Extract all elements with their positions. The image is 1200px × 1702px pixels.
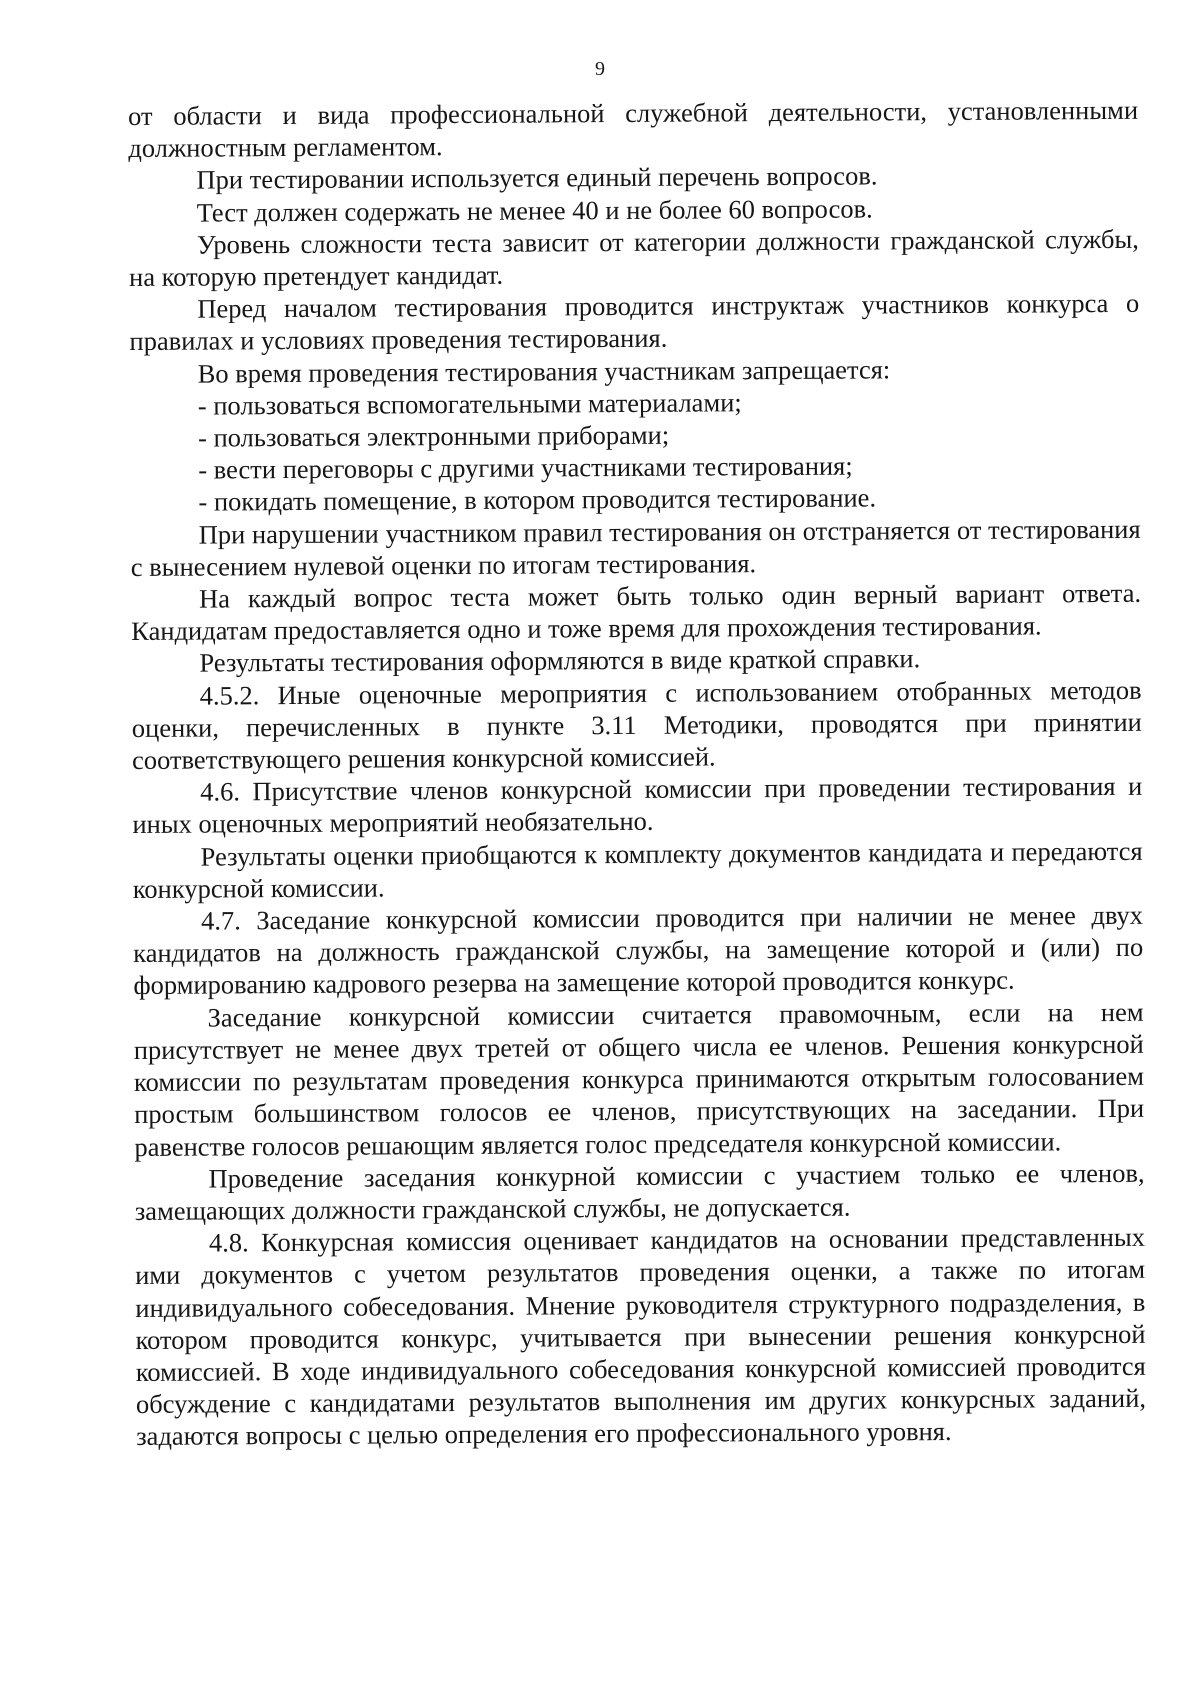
document-body <box>128 94 1146 1453</box>
paragraph-section-4-7: 4.7. Заседание конкурсной комиссии проводится при наличии не менее двух кандидатов на должность гражданской службы, на замещение которой и (или) по формированию кадрового резерва на замещение которой проводится конкурс. <box>133 899 1144 1001</box>
paragraph: Заседание конкурсной комиссии считается правомочным, если на нем присутствует не менее двух третей от общего числа ее членов. Решения конкурсной комиссии по результатам проведения конкурса принимаются открытым голосованием простым большинством голосов ее членов, присутствующих на заседании. При равенстве голосов решающим является голос председателя конкурсной комиссии. <box>133 996 1145 1162</box>
paragraph: На каждый вопрос теста может быть только один верный вариант ответа. Кандидатам предоставляется одно и тоже время для прохождения тестирования. <box>131 577 1142 647</box>
paragraph: Проведение заседания конкурной комиссии с участием только ее членов, замещающих должности гражданской службы, не допускается. <box>134 1157 1145 1226</box>
list-item: - вести переговоры с другими участниками тестирования; <box>198 450 853 485</box>
page-number: 9 <box>595 58 605 80</box>
list-item: - покидать помещение, в котором проводится тестирование. <box>198 482 877 518</box>
paragraph: Уровень сложности теста зависит от категории должности гражданской службы, на которую претендует кандидат. <box>128 223 1139 293</box>
paragraph: Тест должен содержать не менее 40 и не более 60 вопросов. <box>196 193 873 228</box>
paragraph-section-4-6: 4.6. Присутствие членов конкурсной комиссии при проведении тестирования и иных оценочных мероприятий необязательно. <box>132 771 1143 840</box>
paragraph-section-4-8: 4.8. Конкурсная комиссия оценивает кандидатов на основании представленных ими документов с учетом результатов проведения оценки, а также по итогам индивидуального собеседования. Мнение руководителя структурного подразделения, в котором проводится конкурс, учитывается при вынесении решения конкурсной комиссией. В ходе индивидуального собеседования конкурсной комиссией проводится обсуждение с кандидатами результатов выполнения им других конкурсных заданий, задаются вопросы с целью определения его профессионального уровня. <box>135 1221 1147 1452</box>
paragraph: Результаты тестирования оформляются в виде краткой справки. <box>199 643 921 679</box>
list-item: - пользоваться вспомогательными материалами; <box>197 387 742 421</box>
list-item: - пользоваться электронными приборами; <box>197 419 670 453</box>
paragraph: Результаты оценки приобщаются к комплекту документов кандидата и передаются конкурсной комиссии. <box>132 835 1143 904</box>
paragraph: При тестировании используется единый перечень вопросов. <box>196 160 878 195</box>
paragraph-section-4-5-2: 4.5.2. Иные оценочные мероприятия с использованием отобранных методов оценки, перечисленных в пункте 3.11 Методики, проводятся при принятии соответствующего решения конкурсной комиссией. <box>131 674 1142 776</box>
paragraph: Перед началом тестирования проводится инструктаж участников конкурса о правилах и условиях проведения тестирования. <box>129 288 1140 357</box>
paragraph: При нарушении участником правил тестирования он отстраняется от тестирования с вынесением нулевой оценки по итогам тестирования. <box>130 513 1141 582</box>
paragraph: Во время проведения тестирования участникам запрещается: <box>197 353 891 389</box>
paragraph-continuation: от области и вида профессиональной служебной деятельности, установленными должностным регламентом. <box>128 94 1139 164</box>
